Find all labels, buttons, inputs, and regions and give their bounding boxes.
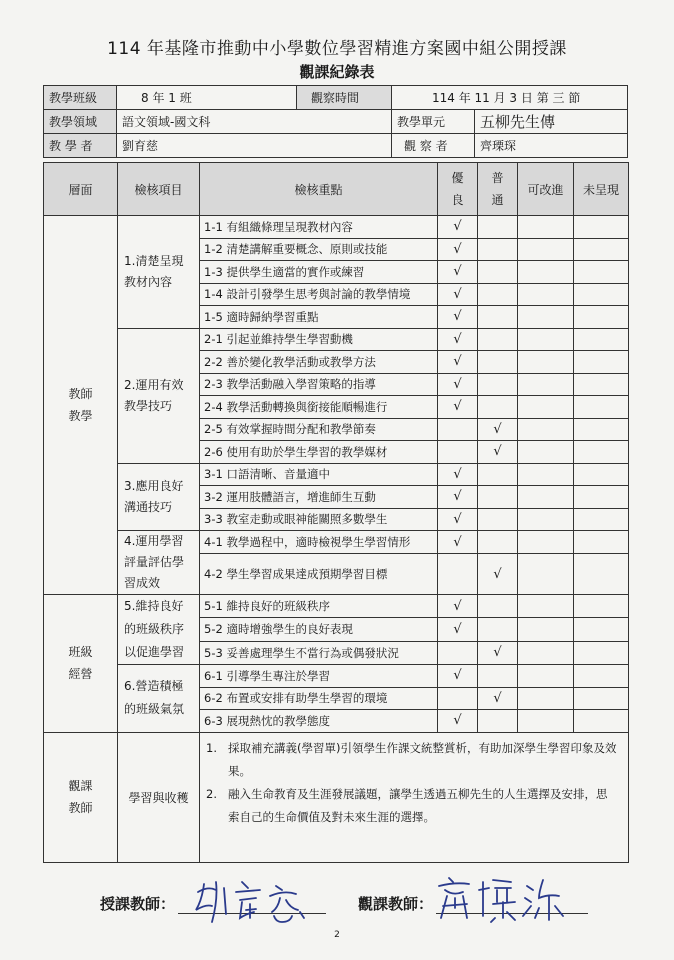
mark-normal: √ (478, 554, 518, 595)
handwritten-signature-teacher (190, 874, 320, 934)
mark-improve (518, 665, 574, 688)
check-point: 1-4 設計引發學生思考與討論的教學情境 (200, 283, 438, 306)
mark-excellent (438, 641, 478, 664)
mark-improve (518, 618, 574, 641)
header-none: 未呈現 (574, 163, 629, 216)
mark-normal (478, 351, 518, 374)
mark-normal (478, 710, 518, 733)
mark-improve (518, 261, 574, 284)
mark-normal (478, 618, 518, 641)
mark-none (574, 418, 629, 441)
mark-improve (518, 710, 574, 733)
mark-none (574, 396, 629, 419)
mark-none (574, 373, 629, 396)
check-point: 5-2 適時增強學生的良好表現 (200, 618, 438, 641)
teacher-value: 劉育慈 (117, 134, 392, 158)
info-table (43, 85, 628, 158)
unit-value: 五柳先生傳 (475, 110, 628, 134)
mark-normal (478, 306, 518, 329)
mark-normal: √ (478, 441, 518, 464)
handwritten-signature-observer (435, 872, 575, 928)
mark-none (574, 641, 629, 664)
check-point: 2-2 善於變化教學活動或教學方法 (200, 351, 438, 374)
header-layer: 層面 (44, 163, 118, 216)
time-label: 觀察時間 (297, 86, 392, 110)
mark-none (574, 216, 629, 239)
mark-excellent (438, 554, 478, 595)
teacher-signature (190, 874, 320, 938)
category-5: 5.維持良好 的班級秩序 以促進學習 (118, 595, 200, 665)
teacher-label: 教 學 者 (44, 134, 117, 158)
mark-improve (518, 306, 574, 329)
mark-none (574, 531, 629, 554)
mark-improve (518, 463, 574, 486)
check-point: 2-1 引起並維持學生學習動機 (200, 328, 438, 351)
observer-label: 觀 察 者 (392, 134, 475, 158)
mark-none (574, 306, 629, 329)
observation-item (206, 783, 618, 829)
domain-value: 語文領域-國文科 (117, 110, 392, 134)
check-point: 1-5 適時歸納學習重點 (200, 306, 438, 329)
mark-normal (478, 373, 518, 396)
mark-excellent: √ (438, 531, 478, 554)
form-title: 114 年基隆市推動中小學數位學習精進方案國中組公開授課 (107, 39, 567, 59)
mark-normal (478, 486, 518, 509)
mark-excellent: √ (438, 328, 478, 351)
mark-improve (518, 554, 574, 595)
mark-normal (478, 665, 518, 688)
check-point: 2-4 教學活動轉換與銜接能順暢進行 (200, 396, 438, 419)
check-point: 2-3 教學活動融入學習策略的指導 (200, 373, 438, 396)
mark-normal (478, 238, 518, 261)
check-point: 2-5 有效掌握時間分配和教學節奏 (200, 418, 438, 441)
observer-signature-label: 觀課教師： (358, 895, 434, 913)
page-number: 2 (334, 930, 340, 940)
mark-normal (478, 508, 518, 531)
mark-excellent: √ (438, 710, 478, 733)
form-subtitle: 觀課紀錄表 (299, 63, 375, 81)
observation-text: 採取補充講義(學習單)引領學生作課文統整賞析，有助加深學生學習印象及效果。 (228, 740, 617, 778)
mark-improve (518, 595, 574, 618)
observation-notes (200, 732, 629, 862)
check-point: 6-1 引導學生專注於學習 (200, 665, 438, 688)
header-item: 檢核項目 (118, 163, 200, 216)
header-improve: 可改進 (518, 163, 574, 216)
mark-normal (478, 283, 518, 306)
mark-excellent: √ (438, 595, 478, 618)
category-3: 3.應用良好 溝通技巧 (118, 463, 200, 531)
mark-normal: √ (478, 418, 518, 441)
mark-excellent (438, 418, 478, 441)
check-point: 2-6 使用有助於學生學習的教學媒材 (200, 441, 438, 464)
layer-class: 班級 經營 (44, 595, 118, 733)
category-learning: 學習與收穫 (118, 732, 200, 862)
mark-improve (518, 373, 574, 396)
class-value: 8 年 1 班 (117, 86, 297, 110)
mark-none (574, 665, 629, 688)
mark-excellent: √ (438, 618, 478, 641)
mark-improve (518, 216, 574, 239)
mark-normal (478, 463, 518, 486)
mark-none (574, 554, 629, 595)
mark-improve (518, 441, 574, 464)
mark-normal (478, 261, 518, 284)
check-point: 5-1 維持良好的班級秩序 (200, 595, 438, 618)
mark-improve (518, 508, 574, 531)
mark-excellent: √ (438, 351, 478, 374)
mark-normal (478, 396, 518, 419)
mark-none (574, 441, 629, 464)
mark-normal: √ (478, 641, 518, 664)
mark-excellent: √ (438, 261, 478, 284)
mark-improve (518, 531, 574, 554)
class-label: 教學班級 (44, 86, 117, 110)
layer-observation: 觀課 教師 (44, 732, 118, 862)
header-point: 檢核重點 (200, 163, 438, 216)
observation-num: 1. (206, 740, 217, 755)
mark-none (574, 261, 629, 284)
mark-none (574, 463, 629, 486)
category-4: 4.運用學習 評量評估學 習成效 (118, 531, 200, 595)
header-normal: 普 通 (478, 163, 518, 216)
mark-normal (478, 531, 518, 554)
teacher-signature-label: 授課教師： (100, 895, 176, 913)
mark-excellent: √ (438, 306, 478, 329)
mark-none (574, 687, 629, 710)
mark-excellent: √ (438, 486, 478, 509)
check-point: 3-1 口語清晰、音量適中 (200, 463, 438, 486)
mark-excellent: √ (438, 396, 478, 419)
mark-normal: √ (478, 687, 518, 710)
mark-normal (478, 216, 518, 239)
mark-excellent: √ (438, 216, 478, 239)
mark-excellent: √ (438, 373, 478, 396)
mark-improve (518, 283, 574, 306)
category-2: 2.運用有效 教學技巧 (118, 328, 200, 463)
mark-excellent: √ (438, 508, 478, 531)
check-point: 5-3 妥善處理學生不當行為或偶發狀況 (200, 641, 438, 664)
check-point: 4-1 教學過程中，適時檢視學生學習情形 (200, 531, 438, 554)
observation-item (206, 737, 618, 783)
mark-normal (478, 328, 518, 351)
category-1: 1.清楚呈現 教材內容 (118, 216, 200, 329)
mark-none (574, 283, 629, 306)
mark-improve (518, 486, 574, 509)
mark-improve (518, 328, 574, 351)
mark-excellent: √ (438, 665, 478, 688)
mark-improve (518, 238, 574, 261)
mark-none (574, 328, 629, 351)
check-point: 1-1 有組織條理呈現教材內容 (200, 216, 438, 239)
check-point: 6-2 布置或安排有助學生學習的環境 (200, 687, 438, 710)
mark-excellent (438, 441, 478, 464)
mark-excellent: √ (438, 283, 478, 306)
mark-none (574, 351, 629, 374)
mark-none (574, 486, 629, 509)
check-point: 1-3 提供學生適當的實作或練習 (200, 261, 438, 284)
check-point: 3-2 運用肢體語言，增進師生互動 (200, 486, 438, 509)
unit-label: 教學單元 (392, 110, 475, 134)
mark-none (574, 595, 629, 618)
mark-improve (518, 418, 574, 441)
check-point: 1-2 清楚講解重要概念、原則或技能 (200, 238, 438, 261)
mark-excellent (438, 687, 478, 710)
observer-signature (435, 872, 575, 932)
mark-none (574, 238, 629, 261)
check-point: 4-2 學生學習成果達成預期學習目標 (200, 554, 438, 595)
mark-none (574, 618, 629, 641)
category-6: 6.營造積極 的班級氣氛 (118, 665, 200, 733)
mark-none (574, 508, 629, 531)
mark-improve (518, 641, 574, 664)
mark-none (574, 710, 629, 733)
layer-teaching: 教師 教學 (44, 216, 118, 595)
check-point: 3-3 教室走動或眼神能關照多數學生 (200, 508, 438, 531)
observation-text: 融入生命教育及生涯發展議題，讓學生透過五柳先生的人生選擇及安排，思索自己的生命價值及對未來生涯的選擇。 (228, 786, 608, 824)
mark-improve (518, 687, 574, 710)
observation-num: 2. (206, 786, 217, 801)
mark-normal (478, 595, 518, 618)
checklist-table (43, 162, 629, 863)
time-value: 114 年 11 月 3 日 第 三 節 (392, 86, 628, 110)
mark-excellent: √ (438, 463, 478, 486)
domain-label: 教學領域 (44, 110, 117, 134)
mark-excellent: √ (438, 238, 478, 261)
observer-value: 齊瑮琛 (475, 134, 628, 158)
check-point: 6-3 展現熱忱的教學態度 (200, 710, 438, 733)
mark-improve (518, 351, 574, 374)
mark-improve (518, 396, 574, 419)
header-excellent: 優 良 (438, 163, 478, 216)
